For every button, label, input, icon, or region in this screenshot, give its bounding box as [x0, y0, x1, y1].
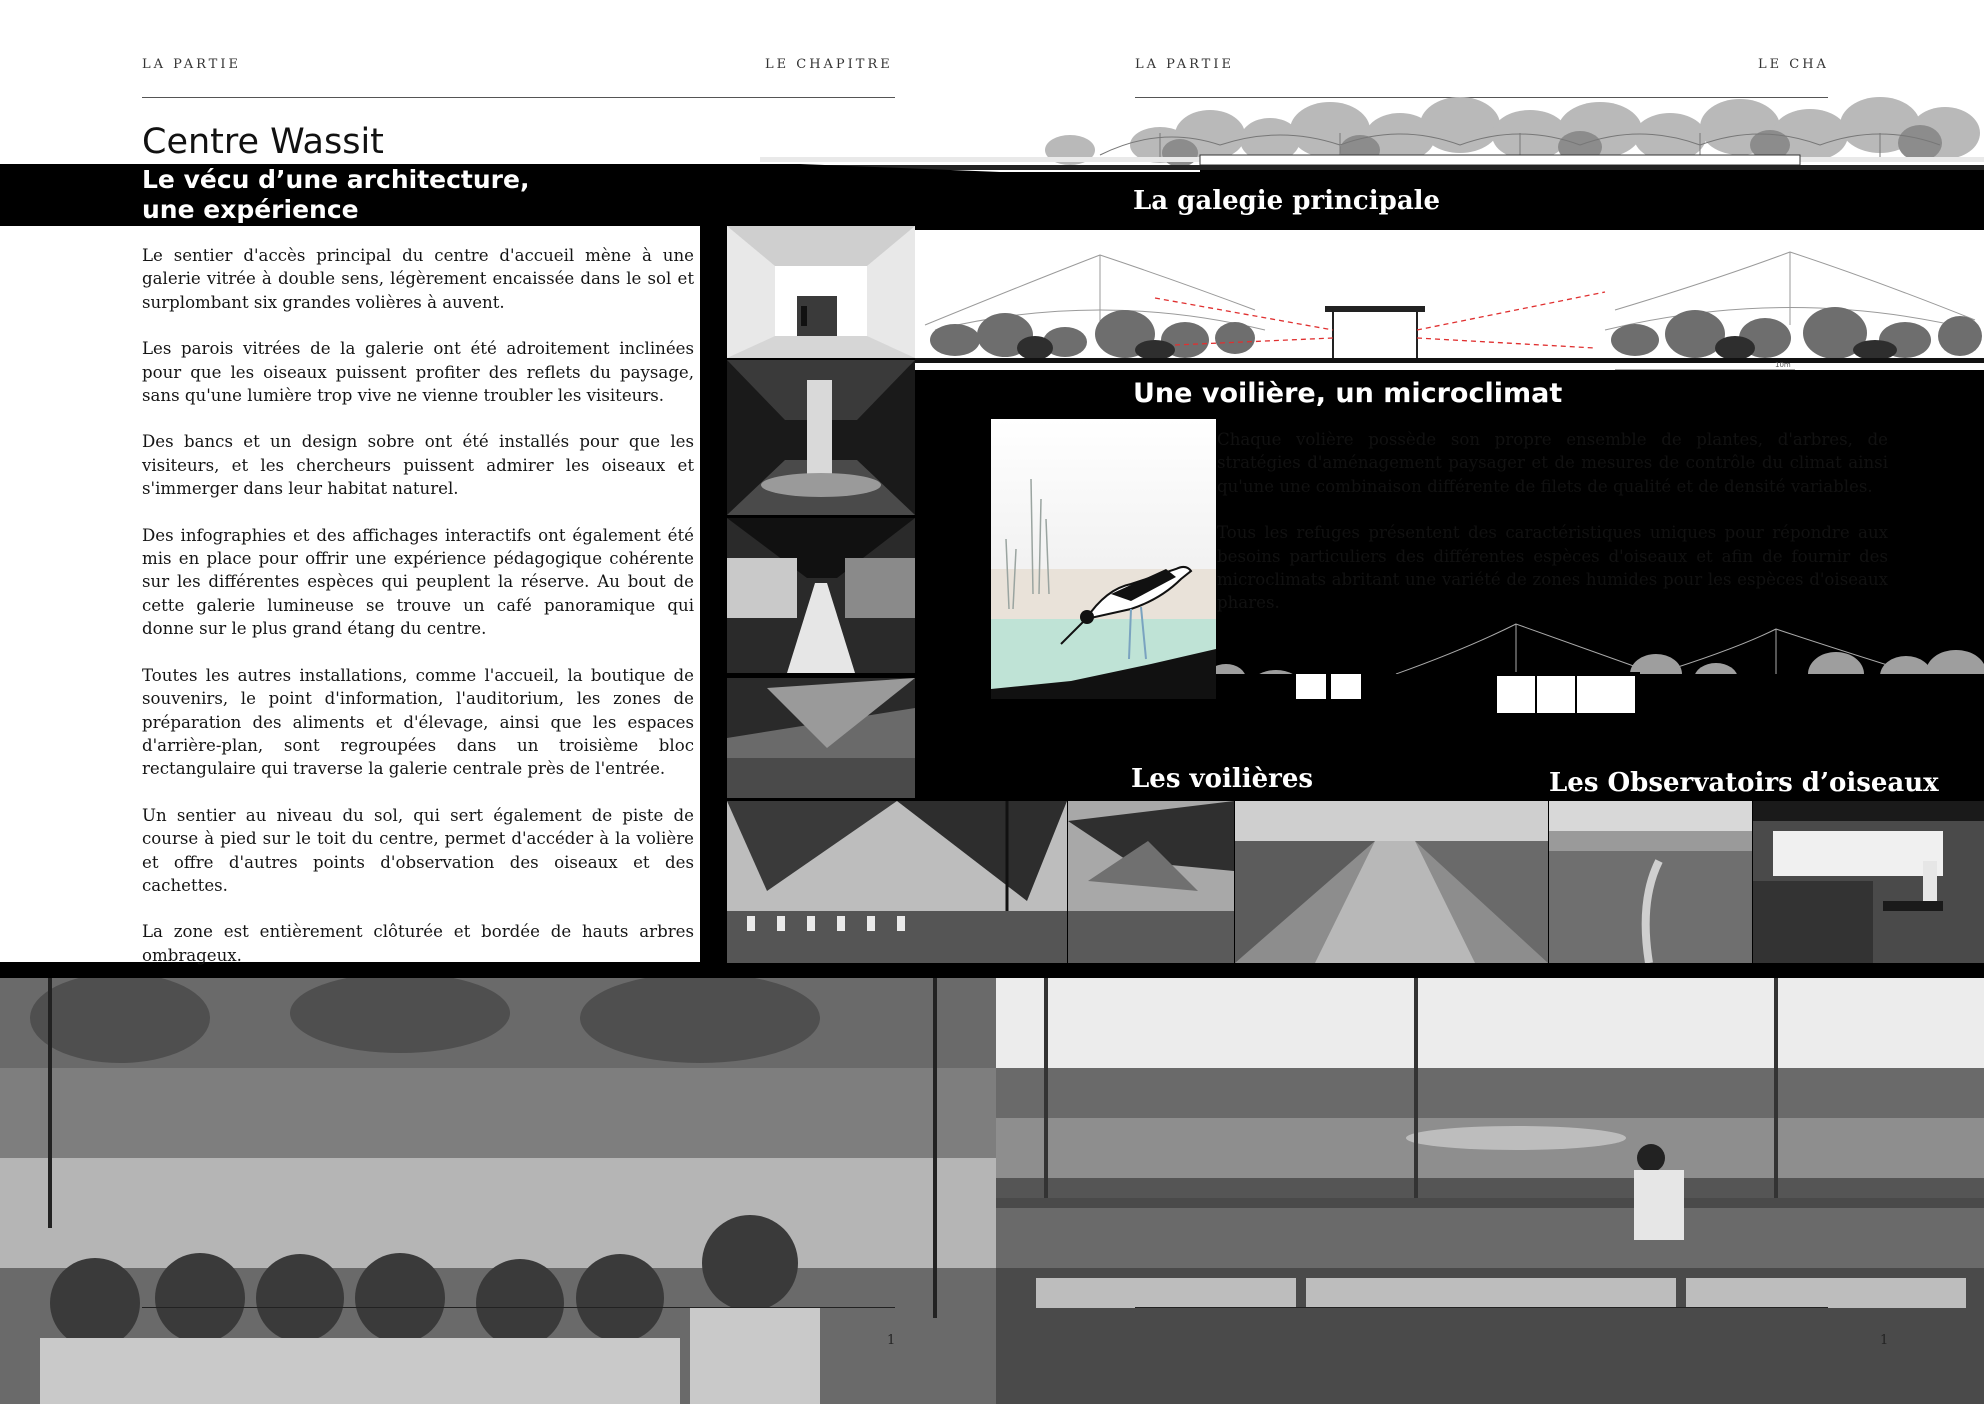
- aviary-photo-3: [1235, 801, 1548, 963]
- section-title-gallery: La galegie principale: [1133, 186, 1441, 216]
- running-header-chapter-right: LE CHA: [1758, 57, 1829, 72]
- paragraph-2: Les parois vitrées de la galerie ont été adroitement inclinées pour que les oiseaux puissent profiter des reflets du paysage, sans qu'une lumière trop vive ne vienne troubler les visiteurs.: [142, 339, 694, 406]
- paragraph-4: Des infographies et des affichages interactifs ont également été mis en place pour offrir une expérience pédagogique cohérente sur les différentes espèces qui peuplent la réserve. Au bout de cette galerie lumineuse se trouve un café panoramique qui donne sur le plus grand étang du centre.: [142, 525, 694, 639]
- running-header-chapter-left: LE CHAPITRE: [765, 57, 893, 72]
- paragraph-5: Toutes les autres installations, comme l'accueil, la boutique de souvenirs, le point d'information, l'auditorium, les zones de préparation des aliments et d'élevage, ainsi que les espaces d'arrière-plan, sont regroupées dans un troisième bloc rectangulaire qui traverse la galerie centrale près de l'entrée.: [142, 665, 694, 779]
- aviary-section-drawing: [1216, 614, 1984, 724]
- page-number-left: 1: [887, 1333, 896, 1348]
- aviary-text-column: [1217, 428, 1888, 638]
- running-header-part-right: LA PARTIE: [1135, 57, 1234, 72]
- section-title-observatories: Les Observatoirs d’oiseaux: [1549, 768, 1939, 798]
- aviary-paragraph-2: Tous les refuges présentent des caractéristiques uniques pour répondre aux besoins particuliers des différentes espèces d'oiseaux et afin de fournir des microclimats abritant une variété de zones humides pour les espèces d'oiseaux phares.: [1217, 523, 1888, 613]
- page-number-right: 1: [1880, 1333, 1889, 1348]
- gallery-photo-4: [727, 678, 915, 798]
- paragraph-6: Un sentier au niveau du sol, qui sert également de piste de course à pied sur le toit du centre, permet d'accéder à la volière et offre d'autres points d'observation des oiseaux et des cachettes.: [142, 805, 694, 895]
- aviary-paragraph-1: Chaque volière possède son propre ensemble de plantes, d'arbres, de stratégies d'aménagement paysager et de mesures de contrôle du climat ainsi qu'une une combinaison différente de filets de qualité et de densité variables.: [1217, 430, 1888, 496]
- paragraph-3: Des bancs et un design sobre ont été installés pour que les visiteurs, et les chercheurs puissent admirer les oiseaux et s'immerger dans leur habitat naturel.: [142, 432, 694, 499]
- footer-rule-right: [1135, 1307, 1828, 1308]
- subtitle-line-2: une expérience: [142, 195, 359, 224]
- paragraph-1: Le sentier d'accès principal du centre d'accueil mène à une galerie vitrée à double sens, légèrement encaissée dans le sol et surplombant six grandes volières à auvent.: [142, 246, 694, 312]
- observatory-photo-2: [1753, 801, 1984, 963]
- section-title-aviary: Une voilière, un microclimat: [1133, 378, 1563, 409]
- footer-rule-left: [142, 1307, 895, 1308]
- running-header-part-left: LA PARTIE: [142, 57, 241, 72]
- observatory-photo-1: [1549, 801, 1752, 963]
- aviary-photo-1: [727, 801, 1067, 963]
- paragraph-7: La zone est entièrement clôturée et bordée de hauts arbres ombrageux.: [142, 922, 694, 965]
- observatory-panorama-photo: [996, 978, 1984, 1404]
- avocet-illustration: [991, 419, 1216, 699]
- aviary-photo-2: [1068, 801, 1234, 963]
- main-text-column: [142, 244, 694, 990]
- gallery-photo-2: [727, 360, 915, 515]
- gallery-scale-label: 10m: [1775, 361, 1791, 369]
- gallery-photo-1: [727, 226, 915, 358]
- gallery-cross-section: [915, 230, 1984, 370]
- children-photo: [0, 978, 996, 1404]
- section-title-aviaries: Les voilières: [1131, 764, 1314, 794]
- gallery-photo-3: [727, 518, 915, 673]
- page-title: Centre Wassit: [142, 122, 384, 162]
- subtitle-line-1: Le vécu d’une architecture,: [142, 165, 530, 194]
